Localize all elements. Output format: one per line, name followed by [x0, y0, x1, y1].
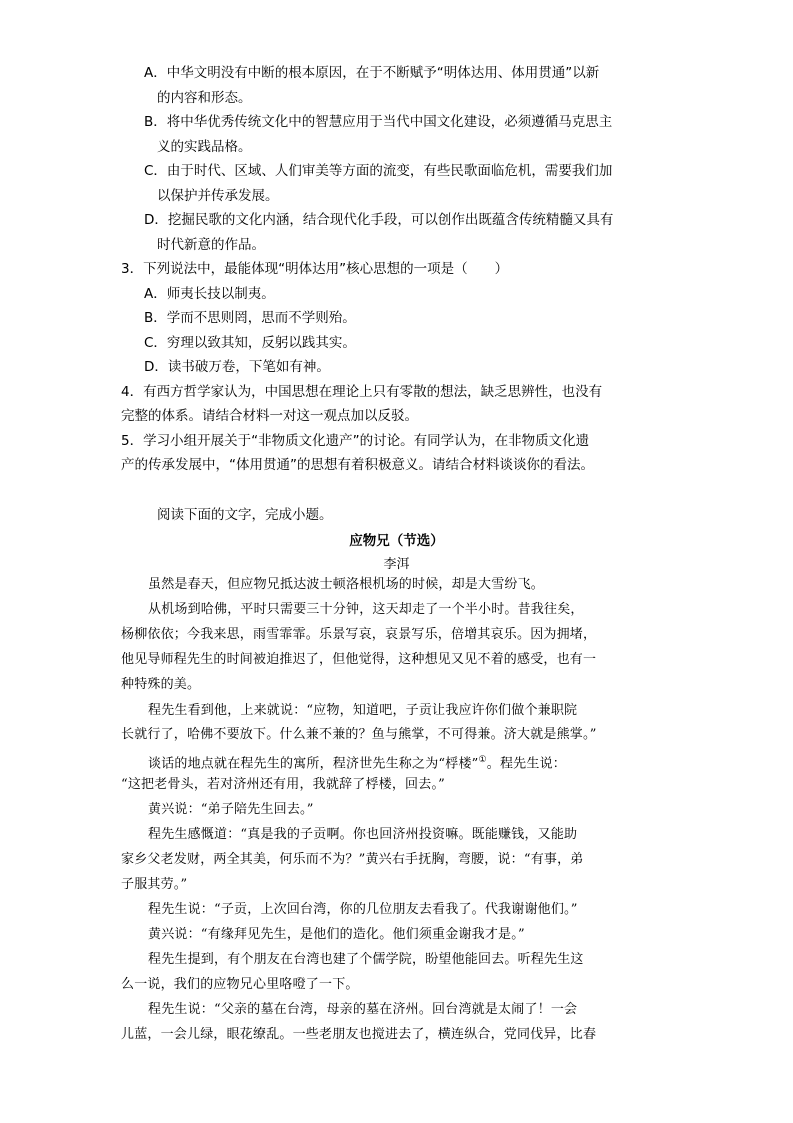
story-p4-text-a: 谈话的地点就在程先生的寓所，程济世先生称之为“桴楼” [148, 756, 479, 772]
story-title: 应物兄（节选） [349, 533, 444, 549]
story-p2-line3: 他见导师程先生的时间被迫推迟了，但他觉得，这种想见又见不着的感受，也有一 [121, 652, 597, 667]
story-p4-text-b: 。程先生说： [486, 756, 566, 772]
q5-line1: 5．学习小组开展关于“非物质文化遗产”的讨论。有同学认为，在非物质文化遗 [121, 433, 590, 449]
story-p1: 虽然是春天，但应物兄抵达波士顿洛根机场的时候，却是大雪纷飞。 [148, 577, 545, 592]
q2-option-c-line2: 以保护并传承发展。 [157, 188, 279, 204]
reading-intro: 阅读下面的文字，完成小题。 [157, 507, 333, 523]
q2-option-d-line1: D．挖掘民歌的文化内涵，结合现代化手段，可以创作出既蕴含传统精髓又具有 [144, 212, 614, 228]
q4-line1: 4．有西方哲学家认为，中国思想在理论上只有零散的想法，缺乏思辨性，也没有 [121, 384, 603, 400]
story-p8: 黄兴说：“有缘拜见先生，是他们的造化。他们须重金谢我才是。” [148, 927, 525, 942]
story-p9-line2: 么一说，我们的应物兄心里咯噔了一下。 [121, 977, 359, 992]
q5-line2: 产的传承发展中，“体用贯通”的思想有着积极意义。请结合材料谈谈你的看法。 [121, 457, 594, 473]
story-p9-line1: 程先生提到，有个朋友在台湾也建了个儒学院，盼望他能回去。听程先生这 [148, 952, 584, 967]
footnote-marker[interactable]: ① [478, 755, 487, 765]
q4-line2: 完整的体系。请结合材料一对这一观点加以反驳。 [121, 408, 418, 424]
q3-option-a: A．师夷长技以制夷。 [144, 286, 275, 302]
q3-option-c: C．穷理以致其知，反躬以践其实。 [144, 335, 356, 351]
story-p5: 黄兴说：“弟子陪先生回去。” [148, 802, 314, 817]
q2-option-b-line1: B．将中华优秀传统文化中的智慧应用于当代中国文化建设，必须遵循马克思主 [144, 114, 613, 130]
story-author: 李洱 [383, 557, 410, 572]
q2-option-d-line2: 时代新意的作品。 [157, 237, 265, 253]
story-p6-line3: 子服其劳。” [121, 877, 188, 892]
story-p3-line2: 长就行了，哈佛不要放下。什么兼不兼的？鱼与熊掌，不可得兼。济大就是熊掌。” [121, 727, 597, 742]
story-p3-line1: 程先生看到他，上来就说：“应物，知道吧，子贡让我应许你们做个兼职院 [148, 703, 578, 718]
q3-option-b: B．学而不思则罔，思而不学则殆。 [144, 310, 356, 326]
q2-option-a-line1: A．中华文明没有中断的根本原因，在于不断赋予“明体达用、体用贯通”以新 [144, 65, 600, 81]
q2-option-c-line1: C．由于时代、区域、人们审美等方面的流变，有些民歌面临危机，需要我们加 [144, 163, 613, 179]
story-p7: 程先生说：“子贡，上次回台湾，你的几位朋友去看我了。代我谢谢他们。” [148, 902, 578, 917]
story-p10-line2: 儿蓝，一会儿绿，眼花缭乱。一些老朋友也搅进去了，横连纵合，党同伐异，比春 [121, 1027, 597, 1042]
q2-option-a-line2: 的内容和形态。 [157, 90, 252, 106]
q3-stem: 3．下列说法中，最能体现“明体达用”核心思想的一项是（ ） [121, 261, 509, 277]
story-p6-line2: 家乡父老发财，两全其美，何乐而不为？”黄兴右手抚胸，弯腰，说：“有事，弟 [121, 852, 584, 867]
story-p4-line2: “这把老骨头，若对济州还有用，我就辞了桴楼，回去。” [121, 777, 445, 792]
story-p2-line1: 从机场到哈佛，平时只需要三十分钟，这天却走了一个半小时。昔我往矣， [148, 602, 584, 617]
story-p10-line1: 程先生说：“父亲的墓在台湾，母亲的墓在济州。回台湾就是太闹了！一会 [148, 1002, 578, 1017]
story-p4-line1 [148, 751, 566, 773]
q2-option-b-line2: 义的实践品格。 [157, 139, 252, 155]
story-p2-line4: 种特殊的美。 [121, 677, 201, 692]
story-p2-line2: 杨柳依依；今我来思，雨雪霏霏。乐景写哀，哀景写乐，倍增其哀乐。因为拥堵， [121, 627, 597, 642]
q3-option-d: D．读书破万卷，下笔如有神。 [144, 359, 330, 375]
story-p6-line1: 程先生感慨道：“真是我的子贡啊。你也回济州投资嘛。既能赚钱，又能助 [148, 827, 578, 842]
